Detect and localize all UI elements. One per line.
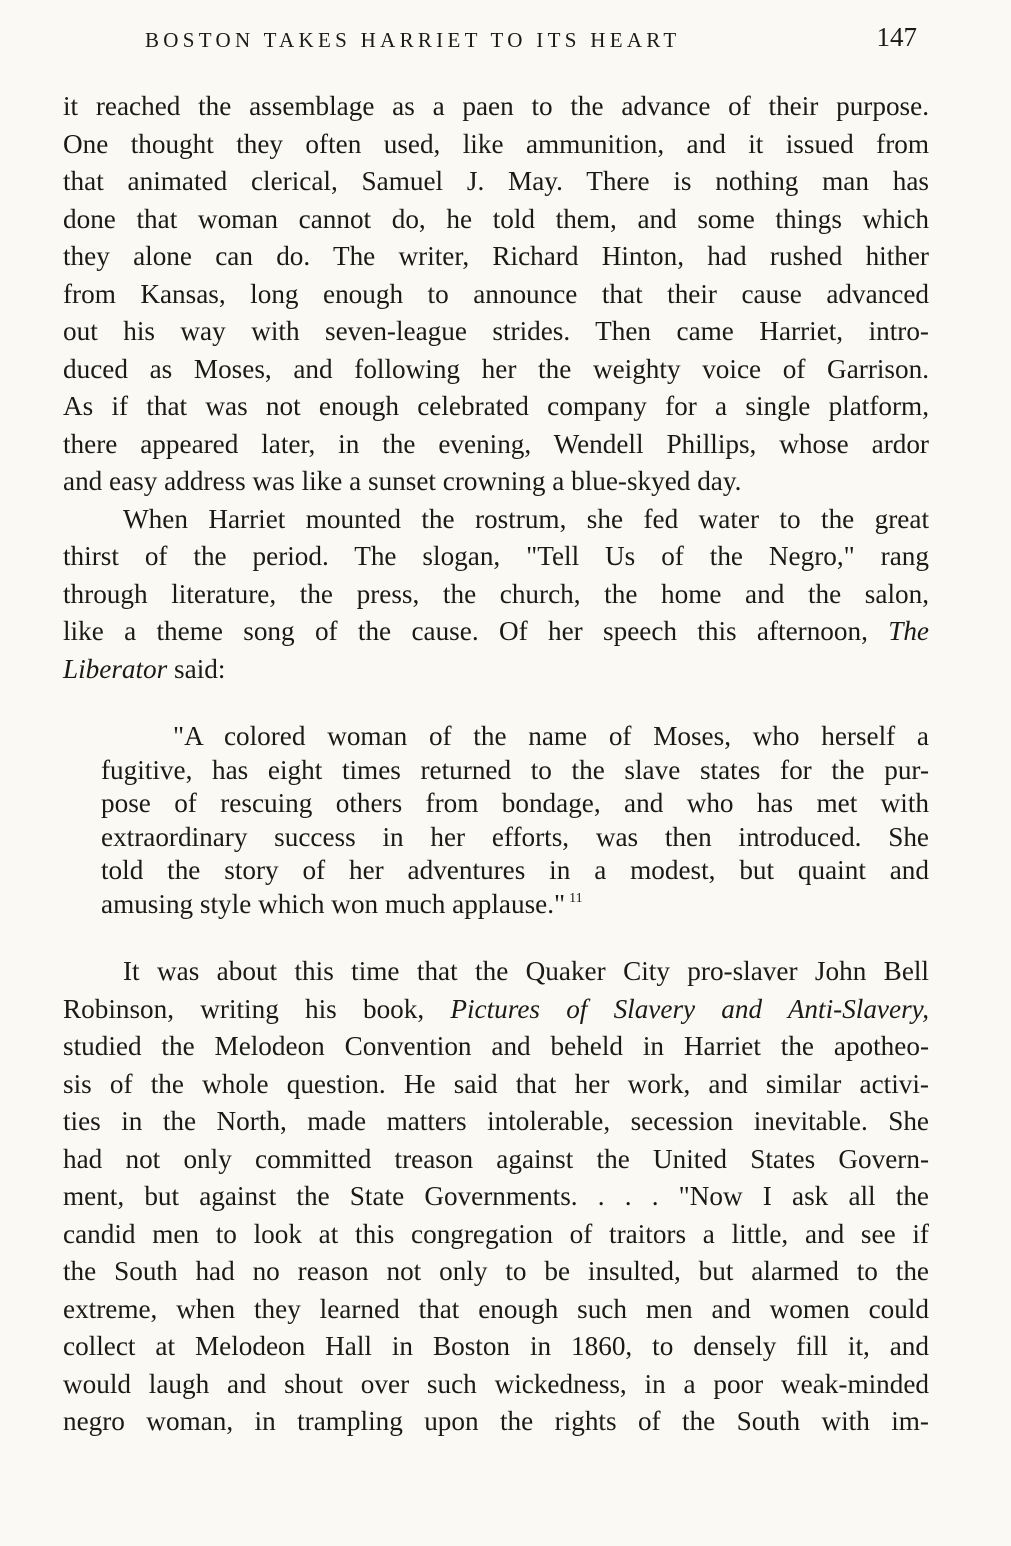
text-line [63,613,929,651]
text-line-content: said: [167,653,226,684]
quote-line [101,888,929,922]
quote-line: told the story of her adventures in a modest, but quaint and [101,855,929,885]
text-line: ties in the North, made matters intolerable, secession inevitable. She [63,1106,929,1136]
footnote-marker: 11 [569,891,583,907]
text-line: When Harriet mounted the rostrum, she fed water to the great [123,503,929,534]
text-line: As if that was not enough celebrated company for a single platform, [63,391,929,421]
text-line: through literature, the press, the church, the home and the salon, [63,578,929,609]
quote-line-content: amusing style which won much applause." [101,888,566,919]
text-line: sis of the whole question. He said that her work, and similar activi- [63,1068,929,1099]
text-line: ment, but against the State Governments. . . . "Now I ask all the [63,1181,929,1211]
text-line [63,651,929,689]
text-line: thirst of the period. The slogan, "Tell Us of the Negro," rang [63,541,929,571]
text-line: It was about this time that the Quaker City pro-slaver John Bell [123,956,929,986]
text-line: extreme, when they learned that enough such men and women could [63,1293,929,1324]
text-line: the South had no reason not only to be insulted, but alarmed to the [63,1256,929,1286]
text-line: candid men to look at this congregation of traitors a little, and see if [63,1218,929,1249]
block-quotation [101,720,929,921]
text-line: studied the Melodeon Convention and beheld in Harriet the apotheo- [63,1031,929,1061]
text-line: and easy address was like a sunset crowning a blue-skyed day. [63,466,742,496]
text-line: One thought they often used, like ammunition, and it issued from [63,128,929,159]
text-line: out his way with seven-league strides. Then came Harriet, intro- [63,316,929,346]
quote-line: pose of rescuing others from bondage, and who has met with [101,788,929,818]
paragraph-1 [63,88,929,501]
paragraph-2 [63,501,929,689]
paragraph-3 [63,953,929,1441]
text-line [63,991,929,1029]
text-line-content: like a theme song of the cause. Of her speech this afternoon, [63,616,868,646]
page-number: 147 [876,22,917,52]
quote-line: fugitive, has eight times returned to the slave states for the pur- [101,754,929,785]
text-line: from Kansas, long enough to announce that their cause advanced [63,278,929,309]
text-line: there appeared later, in the evening, Wendell Phillips, whose ardor [63,428,929,459]
quote-line: extraordinary success in her efforts, was then introduced. She [101,821,929,852]
book-title: Pictures of Slavery and Anti-Slavery, [450,993,930,1024]
body-text [63,88,929,1441]
text-line: collect at Melodeon Hall in Boston in 1860, to densely fill it, and [63,1331,929,1361]
text-line: negro woman, in trampling upon the rights of the South with im- [63,1406,929,1436]
text-line: done that woman cannot do, he told them, and some things which [63,203,929,234]
publication-title: Liberator [63,653,168,684]
text-line: that animated clerical, Samuel J. May. There is nothing man has [63,166,929,196]
quote-line: "A colored woman of the name of Moses, who herself a [173,721,929,751]
running-head [145,22,935,62]
text-line: would laugh and shout over such wickedness, in a poor weak-minded [63,1368,929,1399]
text-line: it reached the assemblage as a paen to the advance of their purpose. [63,91,929,121]
running-title: BOSTON TAKES HARRIET TO ITS HEART [145,28,681,52]
spacer [63,921,929,953]
text-line: duced as Moses, and following her the weighty voice of Garrison. [63,353,929,384]
text-line-content: Robinson, writing his book, [63,993,451,1024]
publication-title: The [888,616,929,646]
text-line: had not only committed treason against the United States Govern- [63,1143,929,1174]
text-line: they alone can do. The writer, Richard Hinton, had rushed hither [63,241,929,271]
